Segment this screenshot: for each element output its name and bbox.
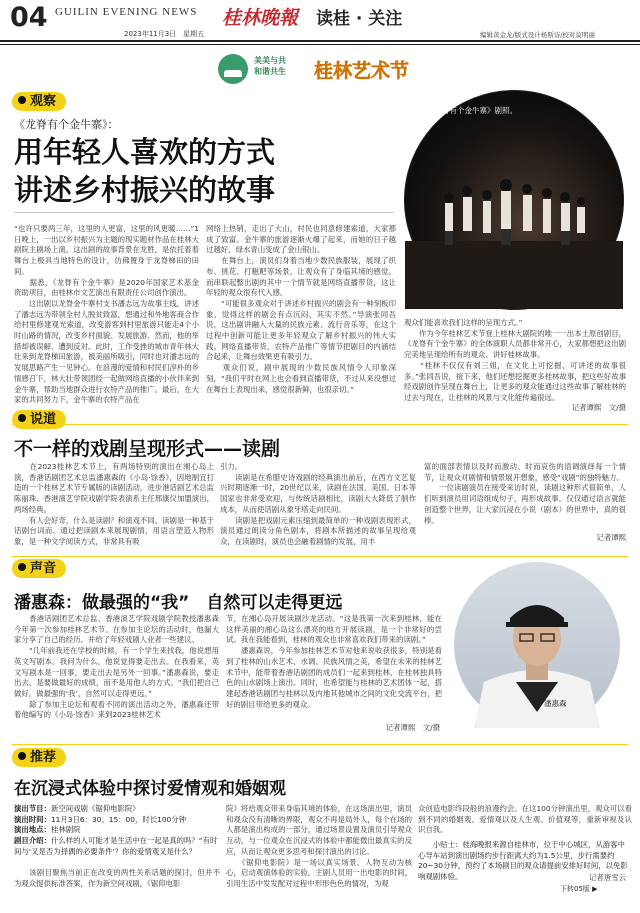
tag-label: 声音 bbox=[30, 561, 57, 576]
slogan-line-1: 美美与共 bbox=[254, 56, 286, 65]
info-row-venue: 演出地点：桂林剧院 bbox=[14, 825, 81, 835]
section-tag-voice bbox=[12, 557, 66, 576]
article2-reporter: 记者谭熙 bbox=[596, 533, 626, 542]
paper-name-en: GUILIN EVENING NEWS bbox=[55, 6, 198, 18]
tag-label: 推荐 bbox=[30, 750, 57, 765]
portrait-photo bbox=[454, 562, 620, 728]
article3-column-1: 香港话剧团艺术总监、香港演艺学院戏剧学院教授潘惠森今年第一次参加桂林艺术节。在参加主论坛的活动时，他漏大家分享了自己的经历。并给了年轻戏剧人业者一些建议。 “几年前我还在学校的时候，有一个学生来找我，他说想用英文写剧本。我问为什么，他说觉得要走出去。在我看来，英文写剧本是一回事，要走出去是另外一回事。”潘惠森说，要走出去，是要做最好的成绩，而不是用他人的方式。“我们把自己做好，做最强的‘我’，自然可以走得更远。” 除了参加主论坛和观看不同的演出活动之外，潘惠森还带着他编写的《小岛·馀香》来到2023桂林艺术 bbox=[14, 614, 219, 720]
article4-column-1: 该剧目聚焦当前正在改变的两性关系话题的探讨，但并不为观众提供标准答案，作为新空间戏剧，《锯仰电影 bbox=[14, 868, 220, 888]
festival-title: 桂林艺术节 bbox=[314, 60, 410, 82]
section-tag-recommend bbox=[12, 746, 66, 765]
info-row-time: 演出时间：11月3日6：30、15：00，时长100分钟 bbox=[14, 814, 187, 824]
info-row-program: 演出节目：新空间戏剧《锯仰电影院》 bbox=[14, 804, 140, 813]
tag-bullet-icon bbox=[18, 752, 26, 760]
section-divider-2 bbox=[12, 424, 628, 425]
article2-column-1: 在2023桂林艺术节上，有两场特别的演出在湘心岛上演，香港话剧团艺术总监潘惠森的《小岛·馀香》，因地制宜打造的一个桂林艺术节专属版的读剧活动，进步港话剧艺术总监陈丽珠、香港演艺学院戏剧学院表演系主任邢康仪加盟演出，两场经典。 有人会好奇，什么是读剧？和演戏不同，读剧是一种基于话剧台词而、通过把读剧本来展现剧情，用语言塑造人物形象，是一种文学阅读方式，非常具有吸 bbox=[14, 462, 214, 546]
article2-title: 不一样的戏剧呈现形式——读剧 bbox=[14, 438, 281, 460]
section-divider-3 bbox=[12, 556, 628, 557]
article1-title-line1: 用年轻人喜欢的方式 bbox=[14, 135, 276, 169]
article4-reporter: 记者唐雪云 bbox=[589, 873, 626, 882]
article4-column-3: 众创造电影终段般的浪漫约会。在这100分钟演出里，观众可以看到不同的婚姻观、爱情观以及人生观、价值观等，重新审视及认识自我。 bbox=[418, 804, 632, 835]
newspaper-logo: 桂林晚報 bbox=[222, 7, 299, 29]
tag-label: 说道 bbox=[30, 412, 57, 427]
article4-title: 在沉浸式体验中探讨爱情观和婚姻观 bbox=[14, 779, 286, 799]
title-divider bbox=[14, 212, 394, 213]
tag-label: 观察 bbox=[30, 94, 57, 109]
article1-column-1: “也许只要两三年，这里的人更富，这里的风更暖……”1日晚上，一出以乡村振兴为主题的现实题材作品在桂林大剧院主剧场上演。这出剧的故事背景在龙胜，是依托着着舞台上极具当地特色的设计，仿佛置身于龙脊梯田的田间。 据悉，《龙脊有个金牛寨》是2020年国家艺术基金资助项目，由桂林市文艺演出有限责任公司创作演出。 这出剧以龙脊金牛寨村支书潘志远为故事主线，讲述了潘志远为带领全村人脱贫致富，想通过和外地客商合作给村里修建观光索道，改变游客到村里旅游只能走4个小时山路的情况，改变乡村面貌、发展旅游、然而，他的举措却被误解、遭到反对。此时，工作受挫的城市青年林大壮来到龙脊梯田旅游，被美丽所吸引，同时也对潘志远的发展思路产生一见钟心。在浪漫的爱情和村民们淳朴的乡情感召下，林大壮带领团经一起做网络直播的小伙伴来到金牛寨，帮助当地群众进行农特产品的推广。最后，在大家的共同努力下，金牛寨的农特产品在 bbox=[14, 224, 199, 405]
stage-photo-caption: 《龙脊有个金牛寨》剧照。 bbox=[427, 106, 517, 115]
festival-logo-icon bbox=[218, 54, 248, 84]
column-name: 读桂 · 关注 bbox=[316, 9, 403, 29]
header-rule bbox=[0, 40, 640, 42]
article3-title: 潘惠森：做最强的“我” 自然可以走得更远 bbox=[14, 593, 343, 613]
article3-reporter: 记者谭熙 文/摄 bbox=[385, 723, 440, 732]
article2-column-3: 富的面部表情以及时而激动、时而哀伤的语调演绎每一个情节，让观众对剧情和情景展开想象，感受“戏剧”的独特魅力。 一位读剧演员在接受采访时说，读剧这种形式很简单，人们听到演员用词语组成句子，再形成故事，仅仅通过语言就能创造整个世界，让大家沉浸在小说（剧本）的世界中，真的很棒。 bbox=[424, 462, 626, 525]
article4-column-2: 院》将给观众带来身临其境的体验，在这场演出里，演员和观众没有清晰的界限，观众不再是局外人，每个在场的人都是演出构成的一部分，通过场景设置及演员引导观众互动，与一位观众在沉浸式的体验中都能微出最真实的反应，从而让观众更多思考和探讨演出的讨论。 《锯仰电影院》是一场以真实场景、人物互动为核心，启动观演体验的实验。主剧人员用一出电影的时间，引用生活中发发配对过程中形形色色的情况，为观 bbox=[226, 804, 412, 888]
tag-bullet-icon bbox=[18, 563, 26, 571]
article1-subtitle: 《龙脊有个金牛寨》： bbox=[14, 118, 119, 131]
stage-photo bbox=[404, 90, 624, 310]
article2-column-2: 引力。 读剧是在希腊史诗戏剧的经典演出前后，在西方文艺复兴时期逐渐一时，20世纪以来，读剧在法国、美国、日本等国家也非常受欢迎，与传统话剧相比，读剧大大降低了制作成本，从而使话剧从象牙塔走向民间。 读剧是把戏剧元素压缩到最简单的一种戏剧表现形式，演员通过朗读分角色剧本，将剧本所描述的故事呈现给观众，在读剧时，演员也会融着剧情的发展，用丰 bbox=[220, 462, 416, 546]
article1-column-2: 网络上热销，走出了大山，村民也同意修建索道，大家都成了致富。金牛寨的旅游逐渐火爆了起来，而她的日子越过越好，绿水青山变成了金山银山。 在舞台上，演员们身着当地少数民族服装，展现了织布、挑花、打糍粑等场景，让观众有了身临其境的感觉。而串联起整出剧的其中一个情节就是网络直播带货，这让年轻的观众很有代入感。 “可能很多观众对于讲述乡村振兴的剧会有一种刻板印象，觉得这样的剧会有点沉闷，其实不然。”导演张同吾说，这出剧讲融入大量的民族元素、流行音乐等，在这个过程中创新可能让更多年轻观众了解乡村振兴的伟大实践。网络直播带货、农特产品推广等情节把剧目的内涵结合起来，让舞台效果更有吸引力。 观众们说，剧中展现的少数民族风情令人印象深刻，“我们平时在网上也会看到直播带货，不过从来没想过在舞台上表现出来，感觉很新鲜，也很亲切。” bbox=[206, 224, 396, 394]
tip-box: 小贴士：桂海晚报来源自桂林市，位于中心城区，从游客中心导车站到演出剧场约步行距离大约为1.5公里，步行需要约20~30分钟，预约了本场剧目的观众请提前安排好时间，以免影响观剧体验。 bbox=[418, 840, 628, 882]
editor-credits: 编辑黄金龙/版式设计杨斯诗/校对莫明丽 bbox=[480, 31, 595, 39]
issue-date: 2023年11月3日 星期五 bbox=[124, 30, 205, 38]
header-rule-thin bbox=[0, 44, 640, 45]
stage-dancers-illustration bbox=[405, 91, 623, 309]
info-row-intro: 剧目介绍：什么样的人可能才是生活中在一起是真的吗？“有时间与‘又是否为择偶的必要条件’？你的爱情观又是什么？ bbox=[14, 836, 218, 856]
section-divider-4 bbox=[12, 744, 628, 745]
portrait-caption: 潘惠森 bbox=[544, 699, 567, 708]
page-number: 04 bbox=[10, 2, 48, 33]
section-tag-talk bbox=[12, 408, 66, 427]
tag-bullet-icon bbox=[18, 96, 26, 104]
portrait-illustration bbox=[454, 562, 620, 728]
article3-column-2: 节，在湘心岛开展读剧沙龙活动。“这是我第一次来到桂林，能在这样美丽的湘心岛这么漂亮的地方开展读剧，是一个非常好的尝试。我在我能看到，桂林的观众也非常喜欢我们带来的读剧。” 潘惠森说，今年参加桂林艺术节对他来说收获很多，特别是看到了桂林的山水艺术、水调、民族风情之美，希望在未来的桂林艺术节中，能带着香港话剧团的成员们一起来到桂林，在桂林独具特色的山水剧场上演出。同时，也希望能与桂林的艺术团体一起，搭建起香港话剧团与桂林以及内地其他城市之间的文化交流平台，把好的剧目带给更多的观众。 bbox=[226, 614, 442, 709]
tag-bullet-icon bbox=[18, 414, 26, 422]
article1-reporter: 记者谭熙 文/摄 bbox=[571, 403, 626, 412]
festival-slogan bbox=[254, 55, 286, 77]
festival-banner bbox=[218, 52, 424, 86]
article1-column-3: 观众们能喜欢我们这样的呈现方式。” 作为今年桂林艺术节登上桂林大剧院的唯一一出本土原创剧目，《龙脊有个金牛寨》的全体演职人员都非常开心，大家都想把这出剧完美地呈现给所有的观众、讲好桂林故事。 “桂林不仅仅有刘三姐，在文化上可挖掘、可讲述的故事很多。”张同吾说，接下来，他们还想挖掘更多桂林故事，把这些好故事经戏剧创作呈现在舞台上，让更多的观众能通过这些故事了解桂林的过去与现在，让桂林的风景与文化能传遍很远。 bbox=[404, 318, 626, 402]
slogan-line-2: 和谐共生 bbox=[254, 67, 286, 76]
show-info-block bbox=[14, 804, 220, 858]
continue-next-page: 下转05版 ▶ bbox=[560, 885, 598, 893]
section-tag-observe bbox=[12, 90, 66, 109]
article1-title-line2: 讲述乡村振兴的故事 bbox=[14, 173, 276, 207]
